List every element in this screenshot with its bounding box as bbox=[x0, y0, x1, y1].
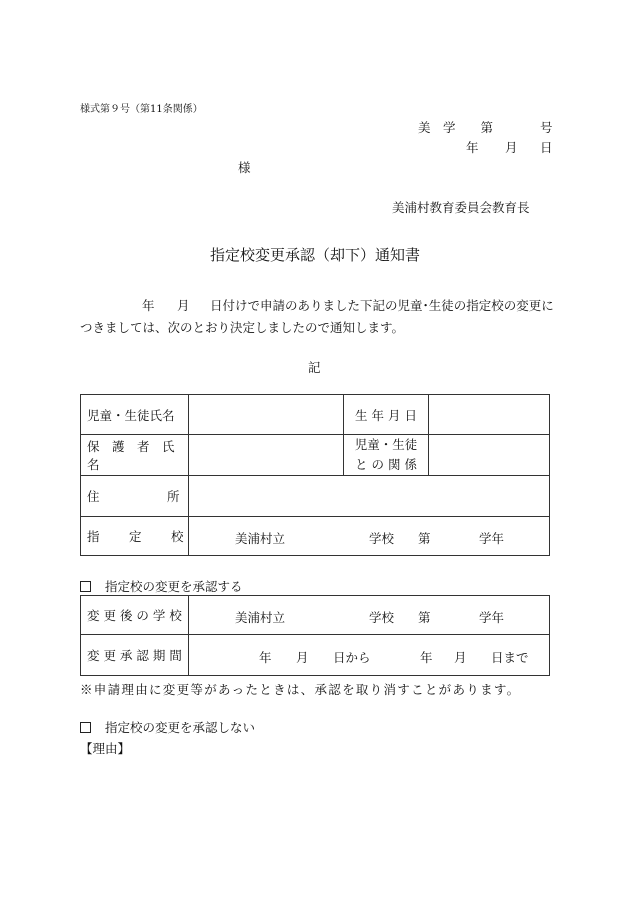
new-school-prefix: 美浦村立 bbox=[235, 610, 286, 625]
deny-checkbox[interactable] bbox=[80, 722, 91, 733]
approval-period-label: 変 更 承 認 期 間 bbox=[81, 635, 189, 676]
birth-date-field[interactable] bbox=[429, 395, 550, 435]
address-label bbox=[81, 476, 189, 517]
designated-school-field[interactable] bbox=[189, 517, 550, 556]
reason-heading: 【理由】 bbox=[80, 741, 131, 756]
relation-field[interactable] bbox=[429, 435, 550, 476]
cancellation-note: ※申請理由に変更等があったときは、承認を取り消すことがあります。 bbox=[80, 682, 521, 697]
form-number: 様式第９号（第11条関係） bbox=[80, 104, 203, 115]
period-year-1: 年 bbox=[259, 650, 272, 665]
designated-school-label bbox=[81, 517, 189, 556]
student-info-table bbox=[80, 394, 550, 556]
address-label-char2: 所 bbox=[167, 489, 180, 504]
student-name-label: 児童・生徒氏名 bbox=[81, 395, 189, 435]
guardian-name-label: 保 護 者 氏 名 bbox=[81, 435, 189, 476]
school-prefix: 美浦村立 bbox=[235, 531, 286, 546]
period-year-2: 年 bbox=[420, 650, 433, 665]
approval-period-field[interactable] bbox=[189, 635, 550, 676]
relation-label bbox=[344, 435, 429, 476]
address-label-char1: 住 bbox=[87, 489, 100, 504]
period-month-2: 月 bbox=[454, 650, 467, 665]
new-school-year: 学年 bbox=[479, 610, 505, 625]
body-month: 月 bbox=[177, 298, 190, 313]
school-year: 学年 bbox=[479, 531, 505, 546]
reference-number-suffix: 号 bbox=[540, 120, 553, 135]
table-row bbox=[81, 395, 550, 435]
reference-number-prefix: 美 学 第 bbox=[418, 120, 494, 135]
address-field[interactable] bbox=[189, 476, 550, 517]
approval-table bbox=[80, 595, 550, 676]
table-row bbox=[81, 435, 550, 476]
new-school-field[interactable] bbox=[189, 596, 550, 635]
student-name-field[interactable] bbox=[189, 395, 344, 435]
ki-heading: 記 bbox=[308, 360, 321, 375]
approve-label: 指定校の変更を承認する bbox=[104, 579, 243, 594]
period-until: 日まで bbox=[491, 650, 529, 665]
school-label-char2: 定 bbox=[129, 529, 142, 544]
body-line1: 日付けで申請のありました下記の児童･生徒の指定校の変更に bbox=[210, 298, 554, 313]
new-school-label: 変 更 後 の 学 校 bbox=[81, 596, 189, 635]
relation-label-line1: 児童・生徒 bbox=[354, 437, 418, 452]
table-row bbox=[81, 635, 550, 676]
date-day: 日 bbox=[540, 140, 553, 155]
period-month-1: 月 bbox=[296, 650, 309, 665]
birth-date-label: 生 年 月 日 bbox=[344, 395, 429, 435]
body-year: 年 bbox=[142, 298, 155, 313]
table-row bbox=[81, 517, 550, 556]
deny-option[interactable] bbox=[80, 718, 255, 736]
body-line2: つきましては、次のとおり決定しましたので通知します。 bbox=[80, 320, 405, 335]
period-from: 日から bbox=[333, 650, 371, 665]
school-dai: 第 bbox=[418, 531, 431, 546]
new-school-dai: 第 bbox=[418, 610, 431, 625]
approve-option[interactable] bbox=[80, 577, 243, 595]
guardian-name-field[interactable] bbox=[189, 435, 344, 476]
relation-label-line2: と の 関 係 bbox=[355, 457, 417, 472]
addressee-suffix: 様 bbox=[238, 160, 251, 175]
deny-label: 指定校の変更を承認しない bbox=[104, 720, 255, 735]
school-label-char3: 校 bbox=[171, 529, 184, 544]
document-title: 指定校変更承認（却下）通知書 bbox=[209, 246, 420, 264]
new-school-mid: 学校 bbox=[369, 610, 395, 625]
school-label-char1: 指 bbox=[87, 529, 100, 544]
date-month: 月 bbox=[505, 140, 518, 155]
table-row bbox=[81, 596, 550, 635]
date-year: 年 bbox=[466, 140, 479, 155]
approve-checkbox[interactable] bbox=[80, 581, 91, 592]
table-row bbox=[81, 476, 550, 517]
issuer: 美浦村教育委員会教育長 bbox=[392, 200, 530, 215]
school-mid: 学校 bbox=[369, 531, 395, 546]
